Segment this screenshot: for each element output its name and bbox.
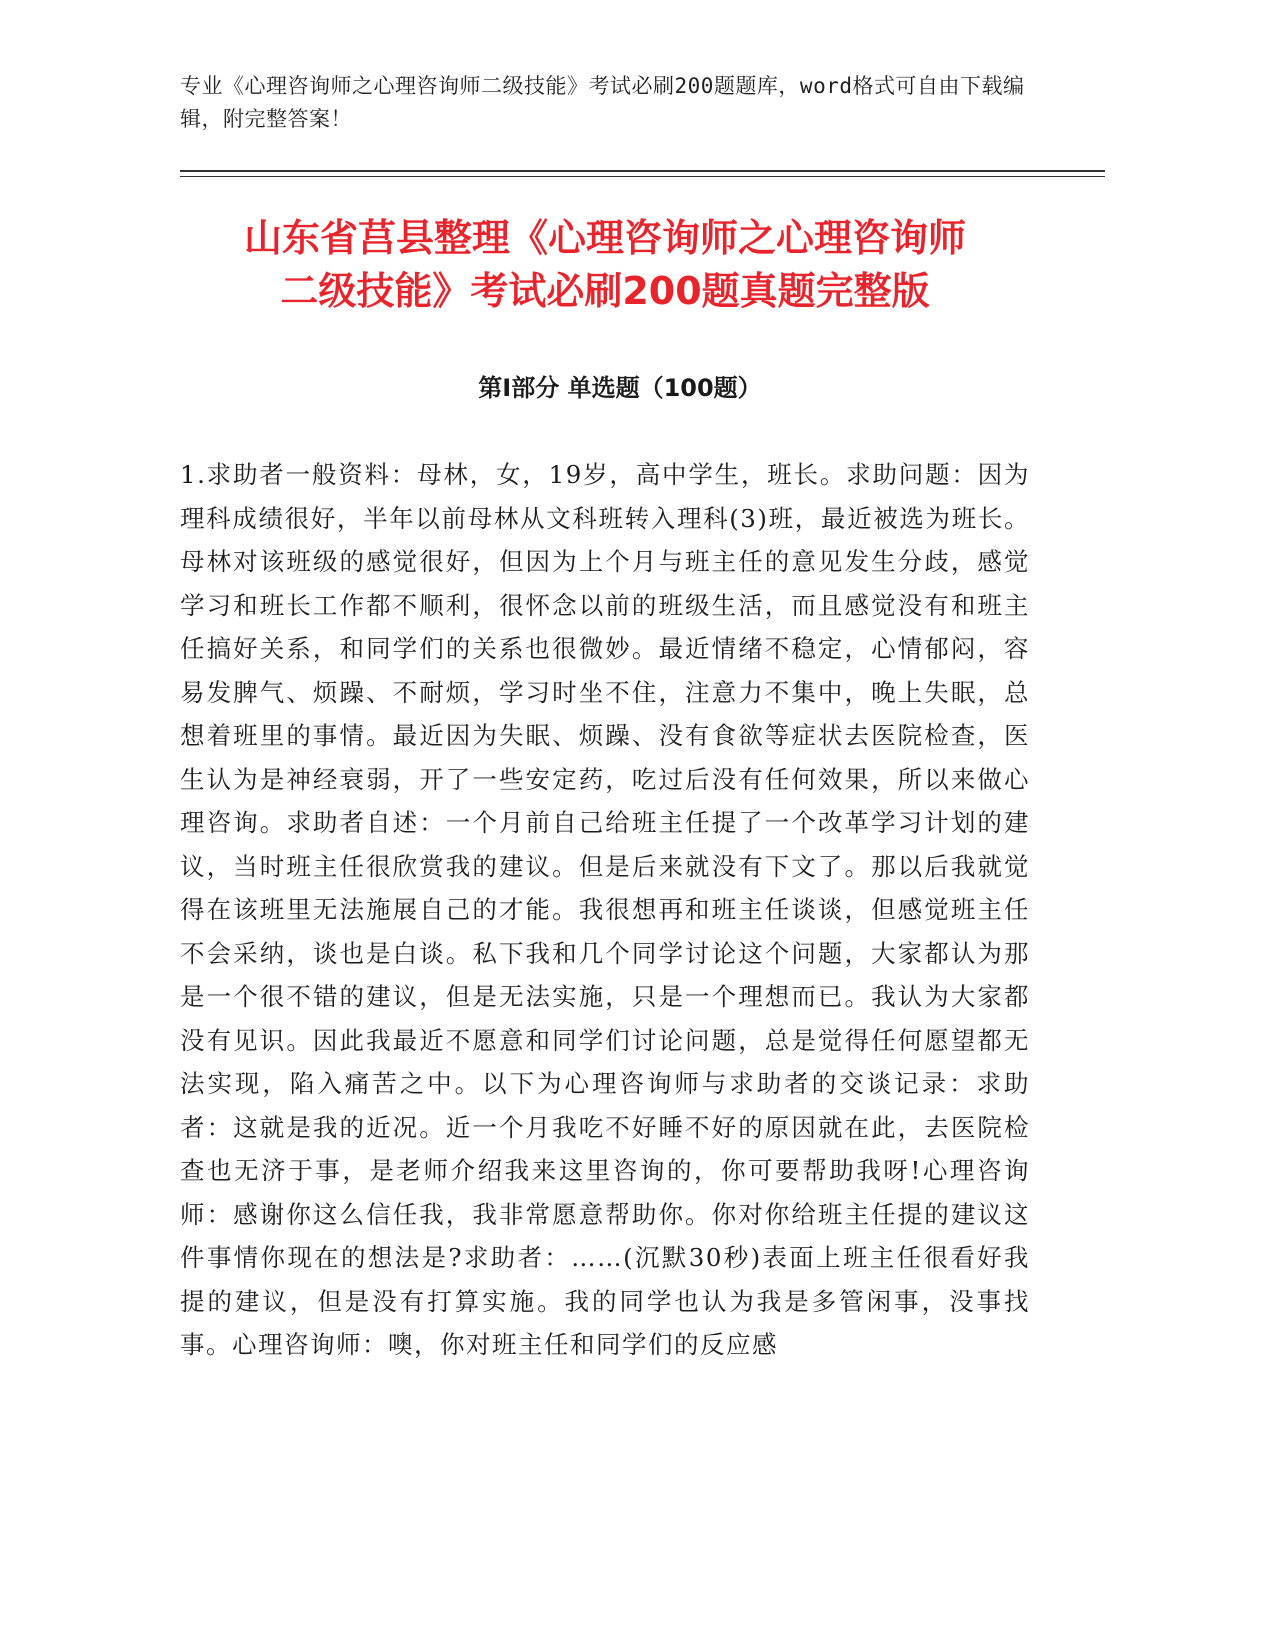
section-heading: 第Ⅰ部分 单选题（100题）	[478, 374, 762, 402]
document-title-line-2: 二级技能》考试必刷200题真题完整版	[280, 269, 930, 313]
header-divider-thin	[180, 176, 1105, 177]
document-title	[150, 212, 1060, 318]
header-note: 专业《心理咨询师之心理咨询师二级技能》考试必刷200题题库，word格式可自由下载编辑，附完整答案！	[180, 74, 1025, 131]
question-1-text: 1.求助者一般资料：母林，女，19岁，高中学生，班长。求助问题：因为理科成绩很好，半年以前母林从文科班转入理科(3)班，最近被选为班长。母林对该班级的感觉很好，但因为上个月与班主任的意见发生分歧，感觉学习和班长工作都不顺利，很怀念以前的班级生活，而且感觉没有和班主任搞好关系，和同学们的关系也很微妙。最近情绪不稳定，心情郁闷，容易发脾气、烦躁、不耐烦，学习时坐不住，注意力不集中，晚上失眠，总想着班里的事情。最近因为失眠、烦躁、没有食欲等症状去医院检查，医生认为是神经衰弱，开了一些安定药，吃过后没有任何效果，所以来做心理咨询。求助者自述：一个月前自己给班主任提了一个改革学习计划的建议，当时班主任很欣赏我的建议。但是后来就没有下文了。那以后我就觉得在该班里无法施展自己的才能。我很想再和班主任谈谈，但感觉班主任不会采纳，谈也是白谈。私下我和几个同学讨论这个问题，大家都认为那是一个很不错的建议，但是无法实施，只是一个理想而已。我认为大家都没有见识。因此我最近不愿意和同学们讨论问题，总是觉得任何愿望都无法实现，陷入痛苦之中。以下为心理咨询师与求助者的交谈记录：求助者：这就是我的近况。近一个月我吃不好睡不好的原因就在此，去医院检查也无济于事，是老师介绍我来这里咨询的，你可要帮助我呀!心理咨询师：感谢你这么信任我，我非常愿意帮助你。你对你给班主任提的建议这件事情你现在的想法是?求助者：……(沉默30秒)表面上班主任很看好我提的建议，但是没有打算实施。我的同学也认为我是多管闲事，没事找事。心理咨询师：噢，你对班主任和同学们的反应感	[180, 460, 1030, 1359]
document-title-line-1: 山东省莒县整理《心理咨询师之心理咨询师	[243, 216, 966, 260]
header-divider-thick	[180, 170, 1105, 172]
